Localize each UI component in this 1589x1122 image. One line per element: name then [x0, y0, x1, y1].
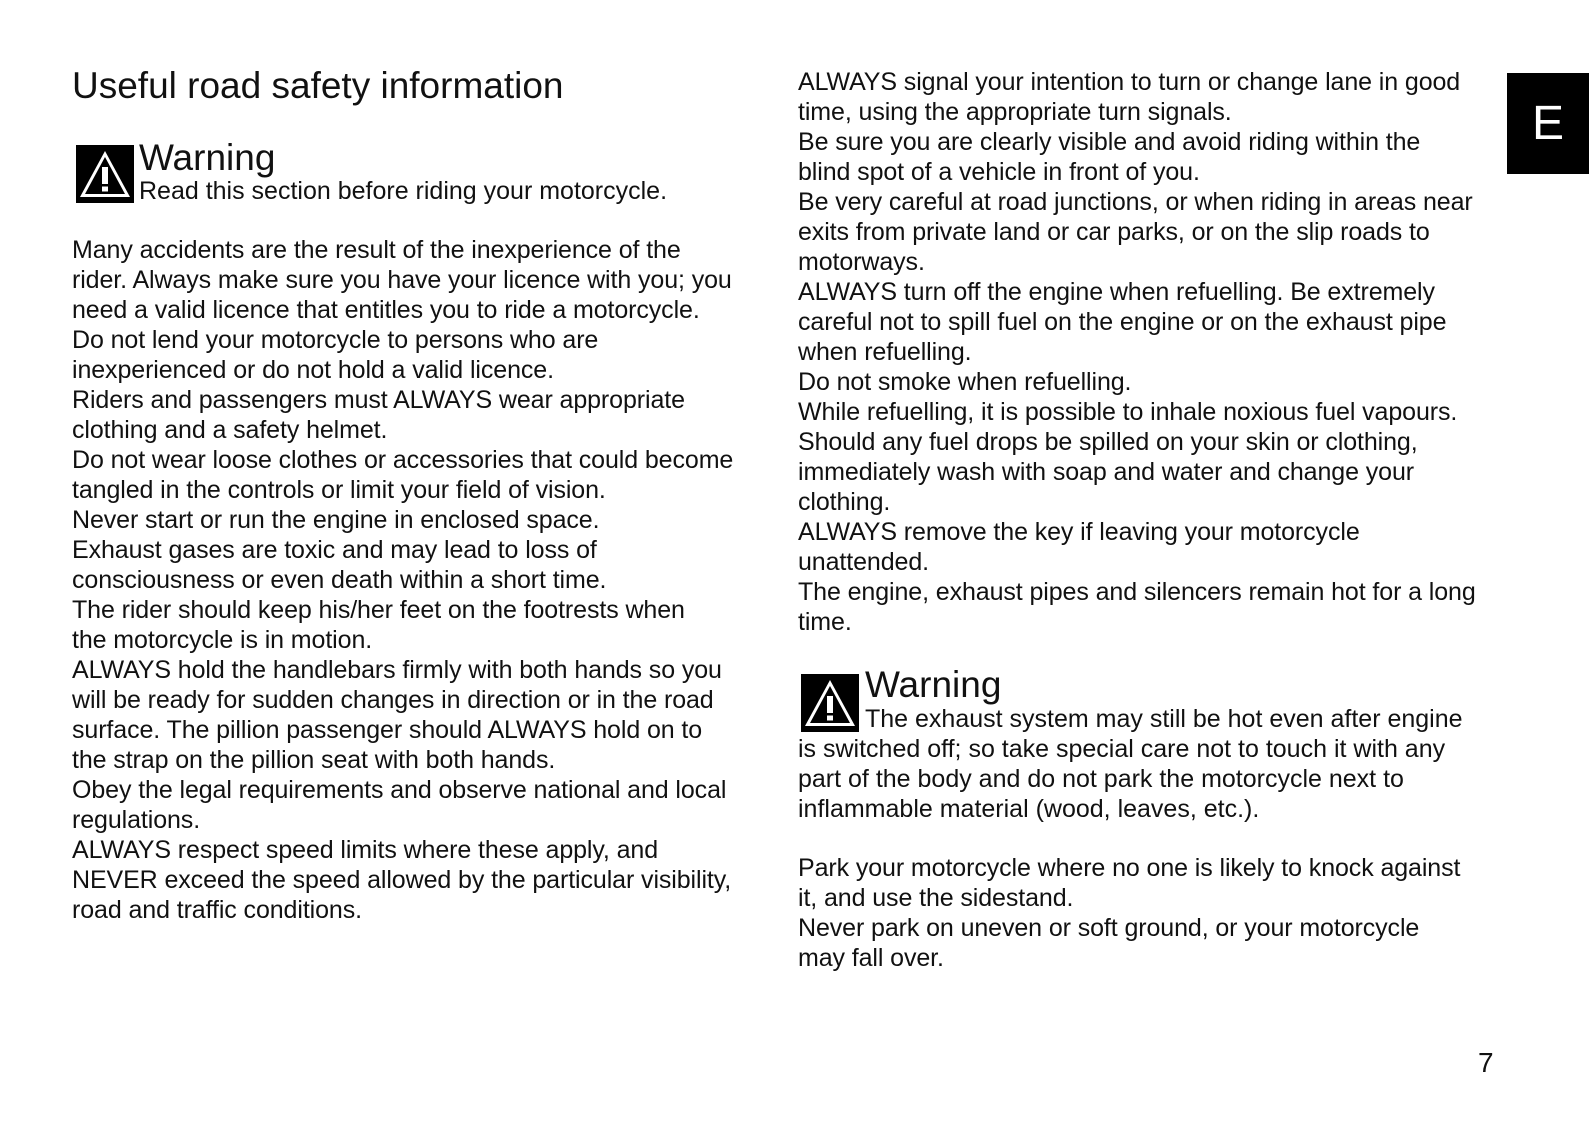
text-line: ALWAYS remove the key if leaving your motorcycle — [798, 518, 1360, 546]
text-line: time, using the appropriate turn signals. — [798, 98, 1232, 126]
text-line: Many accidents are the result of the inexperience of the — [72, 236, 681, 264]
text-line: clothing and a safety helmet. — [72, 416, 388, 444]
text-line: ALWAYS turn off the engine when refuelling. Be extremely — [798, 278, 1435, 306]
text-line: Do not lend your motorcycle to persons who are — [72, 326, 599, 354]
text-line: Should any fuel drops be spilled on your skin or clothing, — [798, 428, 1418, 456]
text-line: Be very careful at road junctions, or when riding in areas near — [798, 188, 1473, 216]
text-line: ALWAYS hold the handlebars firmly with both hands so you — [72, 656, 722, 684]
text-line: Exhaust gases are toxic and may lead to loss of — [72, 536, 597, 564]
text-line: the strap on the pillion seat with both hands. — [72, 746, 556, 774]
text-line: Do not wear loose clothes or accessories that could become — [72, 446, 734, 474]
page-title: Useful road safety information — [72, 65, 564, 106]
text-line: Park your motorcycle where no one is likely to knock against — [798, 854, 1461, 882]
text-line: exits from private land or car parks, or on the slip roads to — [798, 218, 1430, 246]
text-line: time. — [798, 608, 852, 636]
text-line: While refuelling, it is possible to inhale noxious fuel vapours. — [798, 398, 1458, 426]
language-tab: E — [1507, 73, 1589, 174]
text-line: clothing. — [798, 488, 891, 516]
warning-title: Warning — [139, 137, 276, 178]
warning-body-line: is switched off; so take special care not to touch it with any — [798, 735, 1446, 763]
warning-title: Warning — [865, 664, 1002, 705]
text-line: inexperienced or do not hold a valid licence. — [72, 356, 554, 384]
text-line: immediately wash with soap and water and change your — [798, 458, 1414, 486]
text-line: it, and use the sidestand. — [798, 884, 1074, 912]
text-line: unattended. — [798, 548, 929, 576]
text-line: the motorcycle is in motion. — [72, 626, 373, 654]
text-line: need a valid licence that entitles you to ride a motorcycle. — [72, 296, 700, 324]
text-line: ALWAYS respect speed limits where these apply, and — [72, 836, 659, 864]
right-column-top — [798, 67, 1498, 637]
text-line: Obey the legal requirements and observe national and local — [72, 776, 727, 804]
text-line: tangled in the controls or limit your field of vision. — [72, 476, 606, 504]
warning-body-line: part of the body and do not park the motorcycle next to — [798, 765, 1404, 793]
warning-body-line: The exhaust system may still be hot even after engine — [865, 705, 1463, 733]
warning-block-1 — [76, 137, 766, 210]
text-line: when refuelling. — [798, 338, 972, 366]
text-line: motorways. — [798, 248, 925, 276]
text-line: road and traffic conditions. — [72, 896, 362, 924]
text-line: The engine, exhaust pipes and silencers remain hot for a long — [798, 578, 1476, 606]
text-line: NEVER exceed the speed allowed by the particular visibility, — [72, 866, 732, 894]
text-line: will be ready for sudden changes in direction or in the road — [72, 686, 714, 714]
warning-triangle-icon — [76, 145, 134, 203]
warning-body-line: inflammable material (wood, leaves, etc.). — [798, 795, 1260, 823]
text-line: regulations. — [72, 806, 201, 834]
text-line: Never park on uneven or soft ground, or your motorcycle — [798, 914, 1420, 942]
warning-body: Read this section before riding your motorcycle. — [139, 177, 668, 205]
right-column-bottom — [798, 853, 1498, 973]
text-line: Be sure you are clearly visible and avoid riding within the — [798, 128, 1421, 156]
text-line: may fall over. — [798, 944, 944, 972]
text-line: careful not to spill fuel on the engine or on the exhaust pipe — [798, 308, 1447, 336]
text-line: surface. The pillion passenger should ALWAYS hold on to — [72, 716, 703, 744]
text-line: Riders and passengers must ALWAYS wear appropriate — [72, 386, 685, 414]
text-line: blind spot of a vehicle in front of you. — [798, 158, 1200, 186]
text-line: consciousness or even death within a short time. — [72, 566, 607, 594]
warning-triangle-icon — [801, 674, 859, 732]
text-line: rider. Always make sure you have your licence with you; you — [72, 266, 732, 294]
text-line: Do not smoke when refuelling. — [798, 368, 1132, 396]
text-line: Never start or run the engine in enclosed space. — [72, 506, 600, 534]
warning-block-2 — [798, 664, 1501, 828]
left-column — [72, 235, 768, 925]
text-line: The rider should keep his/her feet on the footrests when — [72, 596, 685, 624]
text-line: ALWAYS signal your intention to turn or change lane in good — [798, 68, 1461, 96]
page-number: 7 — [1478, 1047, 1494, 1078]
